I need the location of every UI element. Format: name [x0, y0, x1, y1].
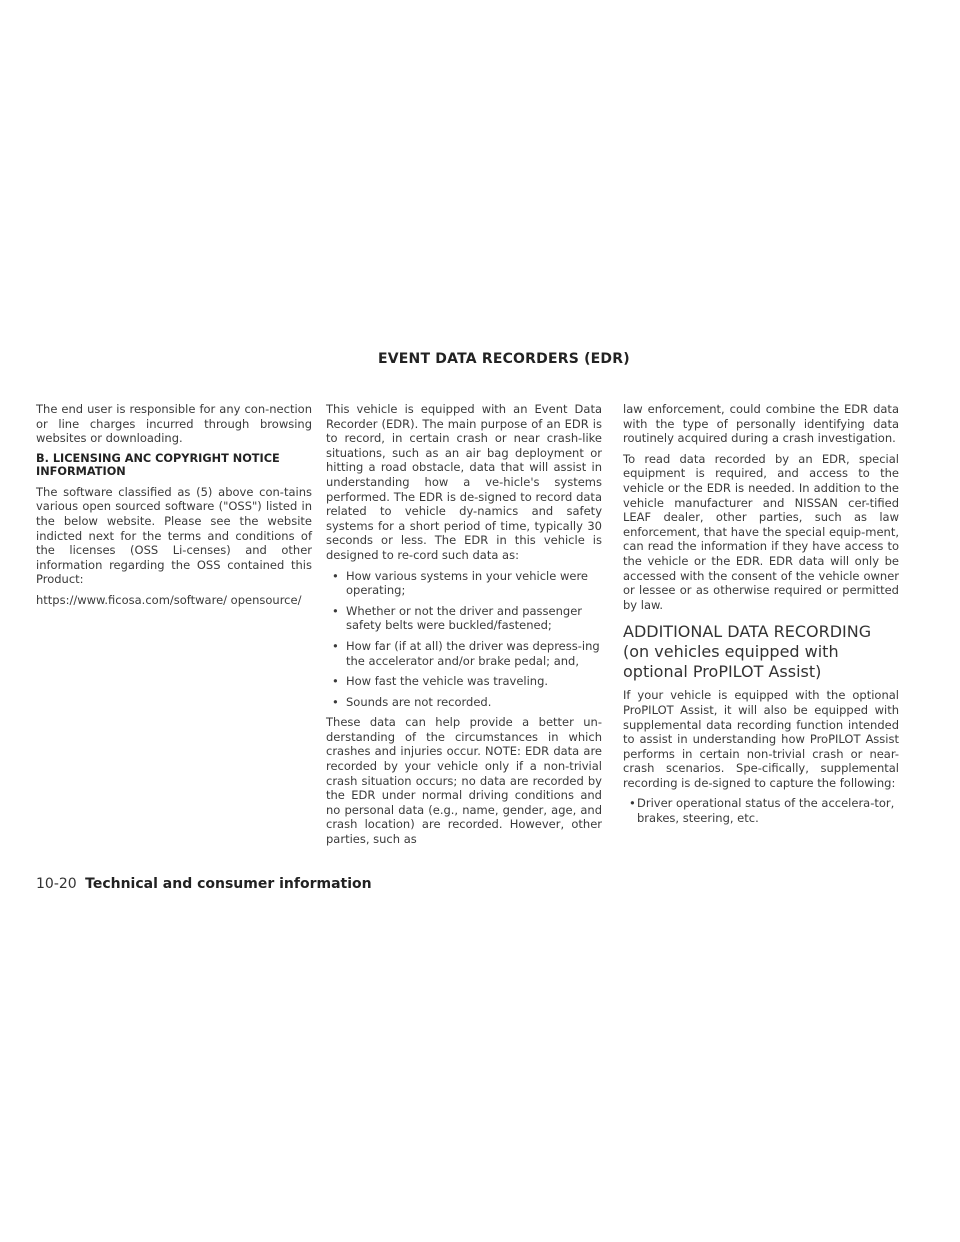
oss-url: https://www.ficosa.com/software/ opensource/: [36, 592, 302, 607]
paragraph: The software classified as (5) above con-tains various open sourced software ("OSS") listed in the below website. Please see the website indicted next for the terms and conditions of the licenses (OSS Li-censes) and other information regarding the OSS contained this Product:: [36, 484, 312, 587]
licensing-subheading: B. LICENSING ANC COPYRIGHT NOTICE INFORMATION: [36, 451, 280, 479]
paragraph: These data can help provide a better un-derstanding of the circumstances in which crashes and injuries occur. NOTE: EDR data are recorded by your vehicle only if a non-trivial crash situation occurs; no data are recorded by the EDR under normal driving conditions and no personal data (e.g., name, gender, age, and crash location) are recorded. However, other parties, such as: [326, 715, 602, 847]
page-footer: [36, 876, 372, 892]
bullet-icon: •: [332, 638, 339, 653]
paragraph: law enforcement, could combine the EDR data with the type of personally identifying data routinely acquired during a crash investigation.: [623, 402, 899, 446]
paragraph: The end user is responsible for any con-nection or line charges incurred through browsing websites or downloading.: [36, 402, 312, 446]
list-item: • Sounds are not recorded.: [332, 694, 492, 709]
list-item: • How various systems in your vehicle were operating;: [332, 568, 589, 598]
column-3: [623, 402, 899, 832]
bullet-icon: •: [629, 796, 636, 811]
column-2: [326, 402, 602, 853]
paragraph: If your vehicle is equipped with the optional ProPILOT Assist, it will also be equipped with supplemental data recording function intended to assist in understanding how ProPILOT Assist performs in certain non-trivial crash or near-crash scenarios. Spe-cifically, supplemental recording is de-signed to capture the following:: [623, 688, 899, 790]
additional-data-heading: ADDITIONAL DATA RECORDING (on vehicles equipped with optional ProPILOT Assist): [623, 622, 872, 682]
column-1: [36, 402, 312, 614]
bullet-icon: •: [332, 674, 339, 689]
page-number: 10-20: [36, 876, 77, 892]
list-item: • How fast the vehicle was traveling.: [332, 674, 549, 689]
list-item: • How far (if at all) the driver was depress-ing the accelerator and/or brake pedal; and,: [332, 638, 600, 668]
bullet-icon: •: [332, 694, 339, 709]
propilot-data-list: [623, 796, 899, 825]
edr-data-list: [326, 569, 602, 710]
list-item: •Driver operational status of the accelera-tor, brakes, steering, etc.: [629, 796, 895, 826]
bullet-icon: •: [332, 603, 339, 618]
bullet-icon: •: [332, 568, 339, 583]
paragraph: This vehicle is equipped with an Event Data Recorder (EDR). The main purpose of an EDR is to record, in certain crash or near crash-like situations, such as an air bag deployment or hitting a road obstacle, data that will assist in understanding how a ve-hicle's systems performed. The EDR is de-signed to record data related to vehicle dy-namics and safety systems for a short period of time, typically 30 seconds or less. The EDR in this vehicle is designed to re-cord such data as:: [326, 402, 602, 562]
section-heading: EVENT DATA RECORDERS (EDR): [378, 351, 630, 367]
paragraph: To read data recorded by an EDR, special equipment is required, and access to the vehicle or the EDR is needed. In addition to the vehicle manufacturer and NISSAN cer-tified LEAF dealer, other parties, such as law enforcement, that have the special equip-ment, can read the information if they have access to the vehicle or the EDR. EDR data will only be accessed with the consent of the vehicle owner or lessee or as otherwise required or permitted by law.: [623, 451, 899, 612]
chapter-title: Technical and consumer information: [85, 876, 372, 892]
list-item: • Whether or not the driver and passenger safety belts were buckled/fastened;: [332, 603, 583, 633]
